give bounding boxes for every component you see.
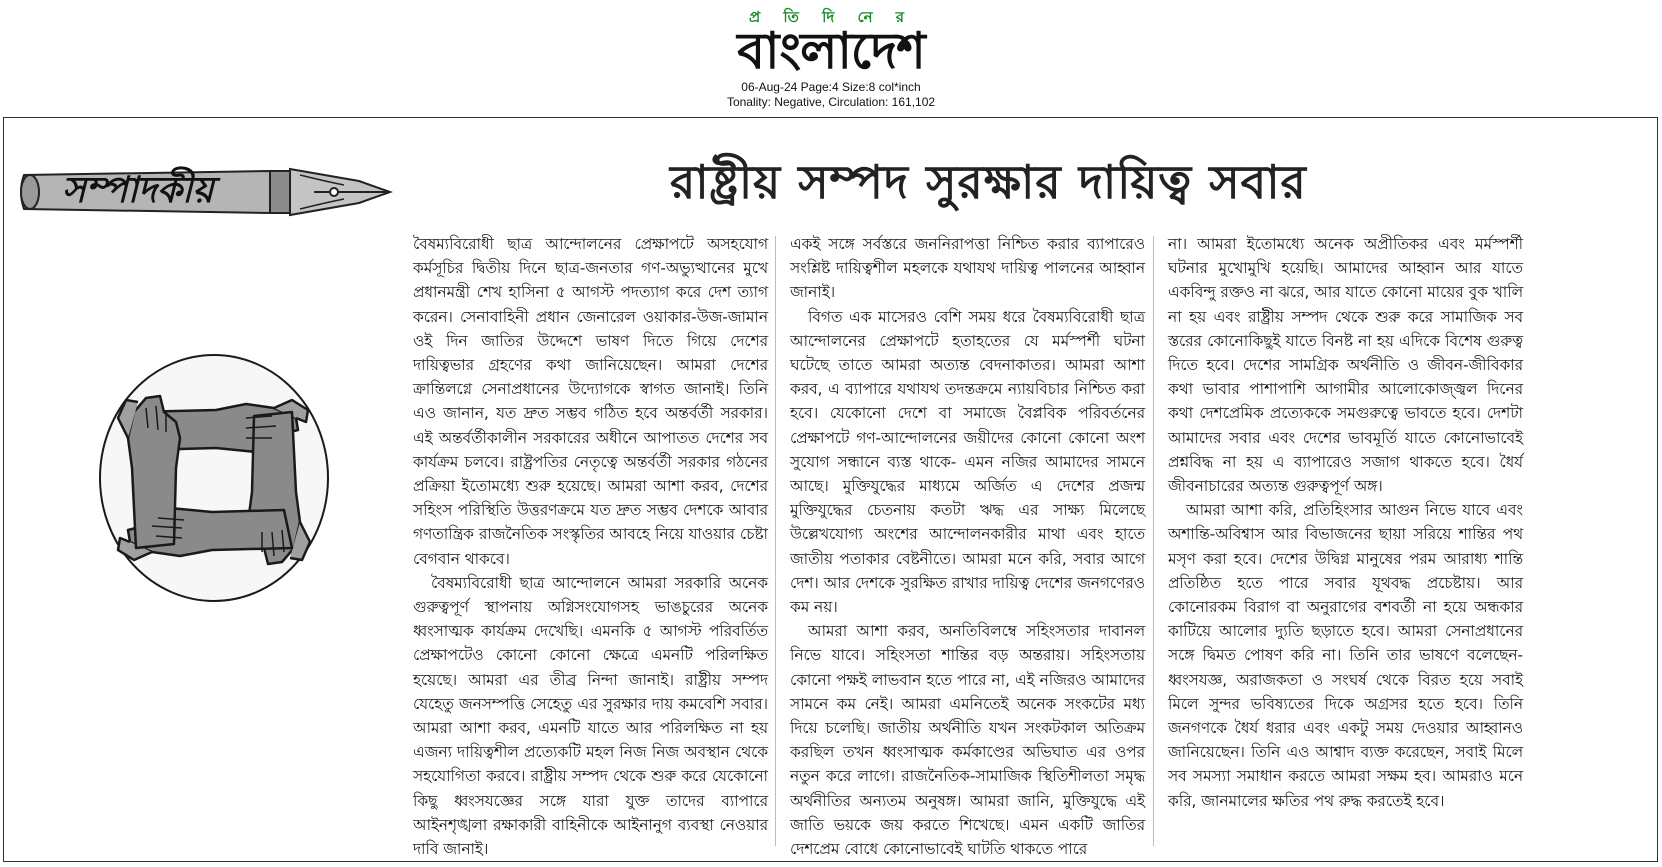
clipping-date-page-size: 06-Aug-24 Page:4 Size:8 col*inch bbox=[741, 80, 921, 94]
section-label: সম্পাদকীয় bbox=[62, 170, 214, 211]
illustration bbox=[96, 352, 332, 604]
four-hands-unity-icon bbox=[96, 352, 332, 604]
masthead-kicker: প্র তি দি নে র bbox=[748, 8, 914, 26]
column-divider bbox=[1153, 236, 1154, 846]
column-divider bbox=[775, 236, 776, 846]
article-paragraph: আমরা আশা করব, অনতিবিলম্বে সহিংসতার দাবানল নিভে যাবে। সহিংসতা শান্তির বড় অন্তরায়। সহিংসতায় কোনো পক্ষই লাভবান হতে পারে না, এই নজিরও আমাদের সামনে কম নেই। আমরা এমনিতেই অনেক সংকটের মধ্য দিয়ে চলেছি। জাতীয় অর্থনীতি যখন সংকটকাল অতিক্রম করছিল তখন ধ্বংসাত্মক কর্মকাণ্ডের অভিঘাত এর ওপর নতুন করে লাগে। রাজনৈতিক-সামাজিক স্থিতিশীলতা সমৃদ্ধ অর্থনীতির অন্যতম অনুষঙ্গ। আমরা জানি, মুক্তিযুদ্ধে এই জাতি ভয়কে জয় করতে শিখেছে। এমন একটি জাতির দেশপ্রেম বোধে কোনোভাবেই ঘাটতি থাকতে পারে bbox=[790, 622, 1145, 859]
article-column-1 bbox=[413, 232, 768, 859]
article-paragraph: বিগত এক মাসেরও বেশি সময় ধরে বৈষম্যবিরোধী ছাত্র আন্দোলনের প্রেক্ষাপটে হতাহতের যে মর্মস্পর্শী ঘটনা ঘটেছে তাতে আমরা অত্যন্ত বেদনাকাতর। আমরা আশা করব, এ ব্যাপারে যথাযথ তদন্তক্রমে ন্যায়বিচার নিশ্চিত করা হবে। যেকোনো দেশে বা সমাজে বৈপ্লবিক পরিবর্তনের প্রেক্ষাপটে গণ-আন্দোলনের জয়ীদের কোনো কোনো অংশ সুযোগ সন্ধানে ব্যস্ত থাকে- এমন নজির আমাদের সামনে আছে। মুক্তিযুদ্ধের মাধ্যমে অর্জিত এ দেশের প্রজন্ম মুক্তিযুদ্ধের চেতনায় কতটা ঋদ্ধ এর সাক্ষ্য মিলেছে উল্লেখযোগ্য অংশের আন্দোলনকারীর মাথা এবং হাতে জাতীয় পতাকার বেষ্টনীতে। আমরা মনে করি, সবার আগে দেশ। আর দেশকে সুরক্ষিত রাখার দায়িত্ব দেশের জনগণেরও কম নয়। bbox=[790, 307, 1145, 617]
newspaper-name: বাংলাদেশ bbox=[737, 22, 925, 80]
masthead bbox=[0, 0, 1662, 112]
editorial-banner bbox=[14, 157, 392, 227]
article-paragraph: বৈষম্যবিরোধী ছাত্র আন্দোলনের প্রেক্ষাপটে অসহযোগ কর্মসূচির দ্বিতীয় দিনে ছাত্র-জনতার গণ-অভ্যুত্থানের মুখে প্রধানমন্ত্রী শেখ হাসিনা ৫ আগস্ট পদত্যাগ করে দেশ ত্যাগ করেন। সেনাবাহিনী প্রধান জেনারেল ওয়াকার-উজ-জামান ওই দিন জাতির উদ্দেশে ভাষণ দিতে গিয়ে দেশের দায়িত্বভার গ্রহণের কথা জানিয়েছেন। আমরা দেশের ক্রান্তিলগ্নে সেনাপ্রধানের উদ্যোগকে স্বাগত জানাই। তিনি এও জানান, যত দ্রুত সম্ভব গঠিত হবে অন্তর্বর্তী সরকার। এই অন্তর্বর্তীকালীন সরকারের অধীনে আপাতত দেশের সব কার্যক্রম চলবে। রাষ্ট্রপতির নেতৃত্বে অন্তর্বর্তী সরকার গঠনের প্রক্রিয়া ইতোমধ্যে শুরু হয়েছে। আমরা আশা করব, দেশের সহিংস পরিস্থিতি উত্তরণক্রমে যত দ্রুত সম্ভব দেশকে আবার গণতান্ত্রিক রাজনৈতিক সংস্কৃতির আবহে নিয়ে যাওয়ার চেষ্টা বেগবান থাকবে। bbox=[413, 235, 768, 568]
headline: রাষ্ট্রীয় সম্পদ সুরক্ষার দায়িত্ব সবার bbox=[670, 155, 1307, 209]
clipping-tonality-circulation: Tonality: Negative, Circulation: 161,102 bbox=[726, 95, 936, 109]
article-paragraph: বৈষম্যবিরোধী ছাত্র আন্দোলনে আমরা সরকারি অনেক গুরুত্বপূর্ণ স্থাপনায় অগ্নিসংযোগসহ ভাঙচুরের অনেক ধ্বংসাত্মক কার্যক্রম দেখেছি। এমনকি ৫ আগস্ট পরিবর্তিত প্রেক্ষাপটেও কোনো কোনো ক্ষেত্রে এমনটি পরিলক্ষিত হয়েছে। আমরা এর তীব্র নিন্দা জানাই। রাষ্ট্রীয় সম্পদ যেহেতু জনসম্পত্তি সেহেতু এর সুরক্ষার দায় কমবেশি সবার। আমরা আশা করব, এমনটি যাতে আর পরিলক্ষিত না হয় এজন্য দায়িত্বশীল প্রত্যেকটি মহল নিজ নিজ অবস্থান থেকে সহযোগিতা করবে। রাষ্ট্রীয় সম্পদ থেকে শুরু করে যেকোনো কিছু ধ্বংসযজ্ঞের সঙ্গে যারা যুক্ত তাদের ব্যাপারে আইনশৃঙ্খলা রক্ষাকারী বাহিনীকে আইনানুগ ব্যবস্থা নেওয়ার দাবি জানাই। bbox=[413, 573, 768, 859]
article-column-3 bbox=[1168, 232, 1523, 847]
article-column-2 bbox=[790, 232, 1145, 859]
article-paragraph: একই সঙ্গে সর্বস্তরে জননিরাপত্তা নিশ্চিত করার ব্যাপারেও সংশ্লিষ্ট দায়িত্বশীল মহলকে যথাযথ দায়িত্ব পালনের আহ্বান জানাই। bbox=[790, 235, 1145, 302]
article-paragraph: আমরা আশা করি, প্রতিহিংসার আগুন নিভে যাবে এবং অশান্তি-অবিশ্বাস আর বিভাজনের ছায়া সরিয়ে শান্তির পথ মসৃণ করা হবে। দেশের উদ্বিগ্ন মানুষের পরম আরাধ্য শান্তি প্রতিষ্ঠিত হতে পারে সবার যূথবদ্ধ প্রচেষ্টায়। আর কোনোরকম বিরাগ বা অনুরাগের বশবর্তী না হয়ে অন্ধকার কাটিয়ে আলোর দ্যুতি ছড়াতে হবে। আমরা সেনাপ্রধানের সঙ্গে দ্বিমত পোষণ করি না। তিনি তার ভাষণে বলেছেন- ধ্বংসযজ্ঞ, অরাজকতা ও সংঘর্ষ থেকে বিরত হয়ে সবাই মিলে সুন্দর ভবিষ্যতের দিকে অগ্রসর হতে হবে। তিনি জনগণকে ধৈর্য ধরার এবং একটু সময় দেওয়ার আহ্বানও জানিয়েছেন। তিনি এও আশ্বাদ ব্যক্ত করেছেন, সবাই মিলে সব সমস্যা সমাধান করতে আমরা সক্ষম হব। আমরাও মনে করি, জানমালের ক্ষতির পথ রুদ্ধ করতেই হবে। bbox=[1168, 501, 1523, 810]
article-paragraph: না। আমরা ইতোমধ্যে অনেক অপ্রীতিকর এবং মর্মস্পর্শী ঘটনার মুখোমুখি হয়েছি। আমাদের আহ্বান আর যাতে একবিন্দু রক্তও না ঝরে, আর যাতে কোনো মায়ের বুক খালি না হয় এবং রাষ্ট্রীয় সম্পদ থেকে শুরু করে সামাজিক সব স্তরের কোনোকিছুই যাতে বিনষ্ট না হয় এদিকে বিশেষ গুরুত্ব দিতে হবে। দেশের সামগ্রিক অর্থনীতি ও জীবন-জীবিকার কথা ভাবার পাশাপাশি আগামীর আলোকোজ্জ্বল দিনের কথা দেশপ্রেমিক প্রত্যেককে সমগুরুত্বে ভাবতে হবে। দেশটা আমাদের সবার এবং দেশের ভাবমূর্তি যাতে কোনোভাবেই প্রশ্নবিদ্ধ না হয় এ ব্যাপারেও সজাগ থাকতে হবে। ধৈর্য জীবনাচারের অত্যন্ত গুরুত্বপূর্ণ অঙ্গ। bbox=[1168, 235, 1523, 496]
